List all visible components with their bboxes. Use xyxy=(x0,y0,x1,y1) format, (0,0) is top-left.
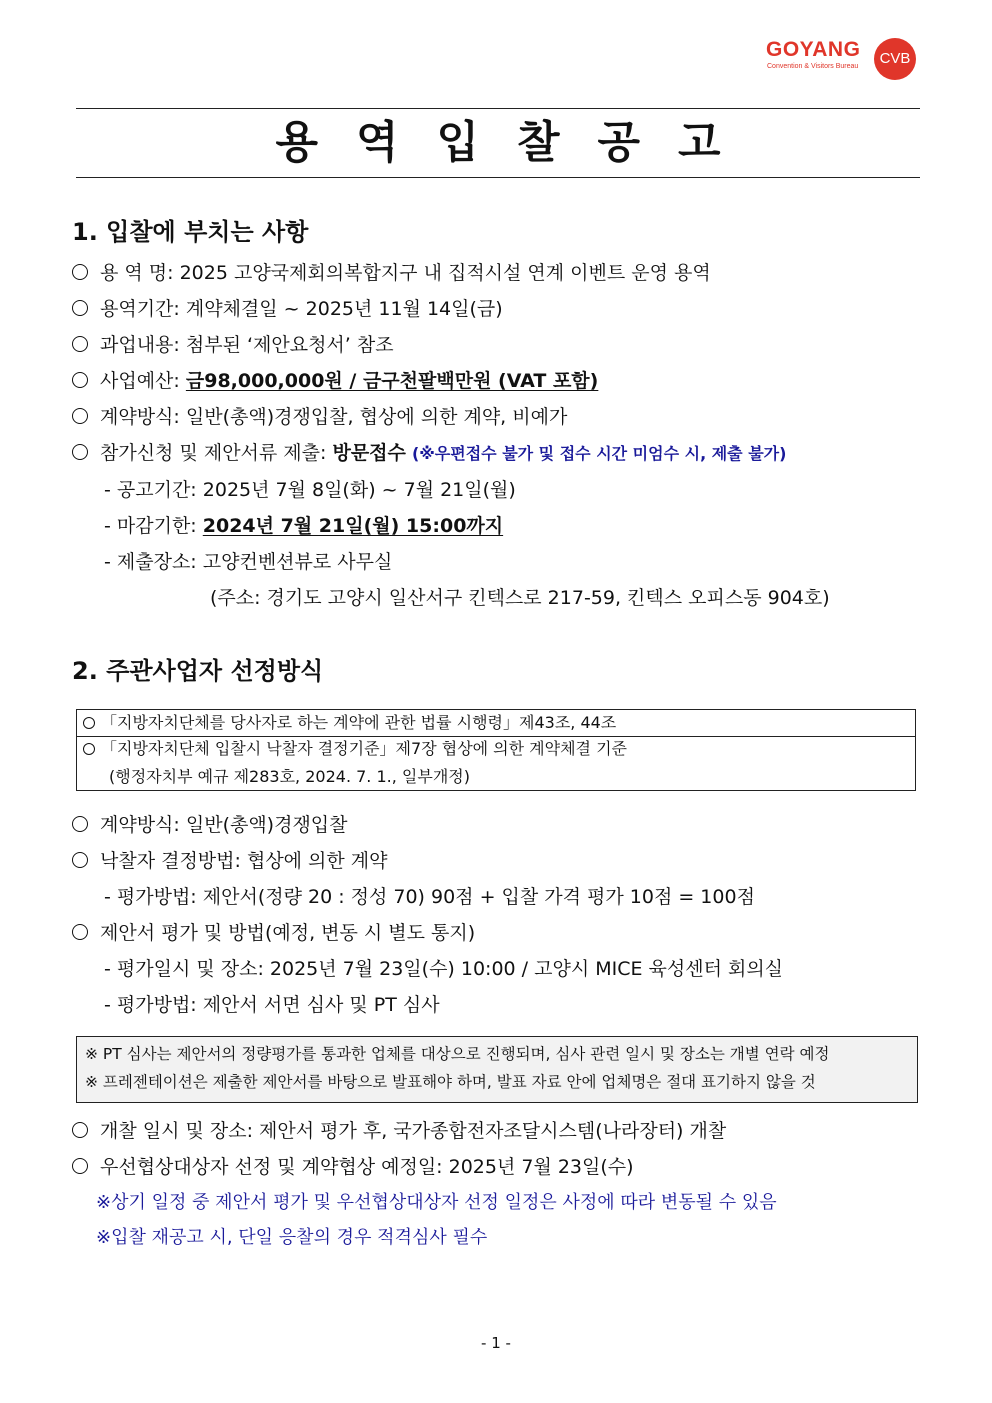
bullet-circle-icon xyxy=(83,743,95,755)
bullet-circle-icon xyxy=(72,444,88,460)
page-number: - 1 - xyxy=(481,1334,511,1352)
proposal-eval-line: 제안서 평가 및 방법(예정, 변동 시 별도 통지) xyxy=(72,920,475,946)
bullet-circle-icon xyxy=(72,264,88,280)
legal-basis-2: 「지방자치단체 입찰시 낙찰자 결정기준」제7장 협상에 의한 계약체결 기준 xyxy=(83,738,627,760)
contract-method-line: 계약방식: 일반(총액)경쟁입찰, 협상에 의한 계약, 비예가 xyxy=(72,404,567,430)
legal-basis-2-sub: (행정자치부 예규 제283호, 2024. 7. 1., 일부개정) xyxy=(109,767,470,786)
address-line: (주소: 경기도 고양시 일산서구 킨텍스로 217-59, 킨텍스 오피스동 904호) xyxy=(210,587,830,609)
pt-notice-box xyxy=(76,1036,918,1103)
bullet-circle-icon xyxy=(83,717,95,729)
budget-line: 사업예산: 금98,000,000원 / 금구천팔백만원 (VAT 포함) xyxy=(72,368,598,394)
rebid-note: ※입찰 재공고 시, 단일 응찰의 경우 적격심사 필수 xyxy=(96,1227,488,1248)
contract-type-line: 계약방식: 일반(총액)경쟁입찰 xyxy=(72,812,348,838)
eval-score-line: - 평가방법: 제안서(정량 20 : 정성 70) 90점 + 입찰 가격 평가 10점 = 100점 xyxy=(104,886,755,908)
bullet-circle-icon xyxy=(72,924,88,940)
service-name-line: 용 역 명: 2025 고양국제회의복합지구 내 집적시설 연계 이벤트 운영 용역 xyxy=(72,260,711,286)
bullet-circle-icon xyxy=(72,408,88,424)
legal-basis-box xyxy=(76,709,916,791)
submission-place-line: - 제출장소: 고양컨벤션뷰로 사무실 xyxy=(104,551,393,573)
logo-badge: CVB xyxy=(874,38,916,80)
bullet-circle-icon xyxy=(72,1158,88,1174)
service-period-line: 용역기간: 계약체결일 ~ 2025년 11월 14일(금) xyxy=(72,296,503,322)
page-title: 용역입찰공고 xyxy=(275,117,759,168)
bullet-circle-icon xyxy=(72,816,88,832)
logo-subtitle: Convention & Visitors Bureau xyxy=(767,63,859,70)
bullet-circle-icon xyxy=(72,1122,88,1138)
opening-line: 개찰 일시 및 장소: 제안서 평가 후, 국가종합전자조달시스템(나라장터) 개찰 xyxy=(72,1118,726,1144)
submission-note: (※우편접수 불가 및 접수 시간 미엄수 시, 제출 불가) xyxy=(411,444,787,463)
section1-heading: 1. 입찰에 부치는 사항 xyxy=(72,218,309,246)
bullet-circle-icon xyxy=(72,852,88,868)
submission-line: 참가신청 및 제안서류 제출: 방문접수 (※우편접수 불가 및 접수 시간 미엄수 시, 제출 불가) xyxy=(72,440,786,467)
task-content-line: 과업내용: 첨부된 ‘제안요청서’ 참조 xyxy=(72,332,394,358)
deadline-value: 2024년 7월 21일(월) 15:00까지 xyxy=(202,515,504,537)
title-top-rule xyxy=(76,108,920,109)
schedule-note: ※상기 일정 중 제안서 평가 및 우선협상대상자 선정 일정은 사정에 따라 변동될 수 있음 xyxy=(96,1192,777,1213)
bullet-circle-icon xyxy=(72,300,88,316)
pt-note-2: ※ 프레젠테이션은 제출한 제안서를 바탕으로 발표해야 하며, 발표 자료 안에 업체명은 절대 표기하지 않을 것 xyxy=(85,1073,816,1091)
legal-basis-divider xyxy=(77,736,915,737)
budget-value: 금98,000,000원 / 금구천팔백만원 (VAT 포함) xyxy=(185,370,599,392)
priority-line: 우선협상대상자 선정 및 계약협상 예정일: 2025년 7월 23일(수) xyxy=(72,1154,634,1180)
eval-date-line: - 평가일시 및 장소: 2025년 7월 23일(수) 10:00 / 고양시 MICE 육성센터 회의실 xyxy=(104,958,784,980)
logo-wordmark: GOYANG xyxy=(766,38,861,61)
bullet-circle-icon xyxy=(72,336,88,352)
deadline-line: - 마감기한: 2024년 7월 21일(월) 15:00까지 xyxy=(104,515,504,537)
eval-method-line: - 평가방법: 제안서 서면 심사 및 PT 심사 xyxy=(104,994,440,1016)
pt-note-1: ※ PT 심사는 제안서의 정량평가를 통과한 업체를 대상으로 진행되며, 심사 관련 일시 및 장소는 개별 연락 예정 xyxy=(85,1045,830,1063)
bullet-circle-icon xyxy=(72,372,88,388)
section2-heading: 2. 주관사업자 선정방식 xyxy=(72,657,324,685)
legal-basis-1: 「지방자치단체를 당사자로 하는 계약에 관한 법률 시행령」제43조, 44조 xyxy=(83,712,616,734)
winner-method-line: 낙찰자 결정방법: 협상에 의한 계약 xyxy=(72,848,388,874)
title-bottom-rule xyxy=(76,177,920,178)
notice-period-line: - 공고기간: 2025년 7월 8일(화) ~ 7월 21일(월) xyxy=(104,479,516,501)
logo xyxy=(766,34,916,82)
